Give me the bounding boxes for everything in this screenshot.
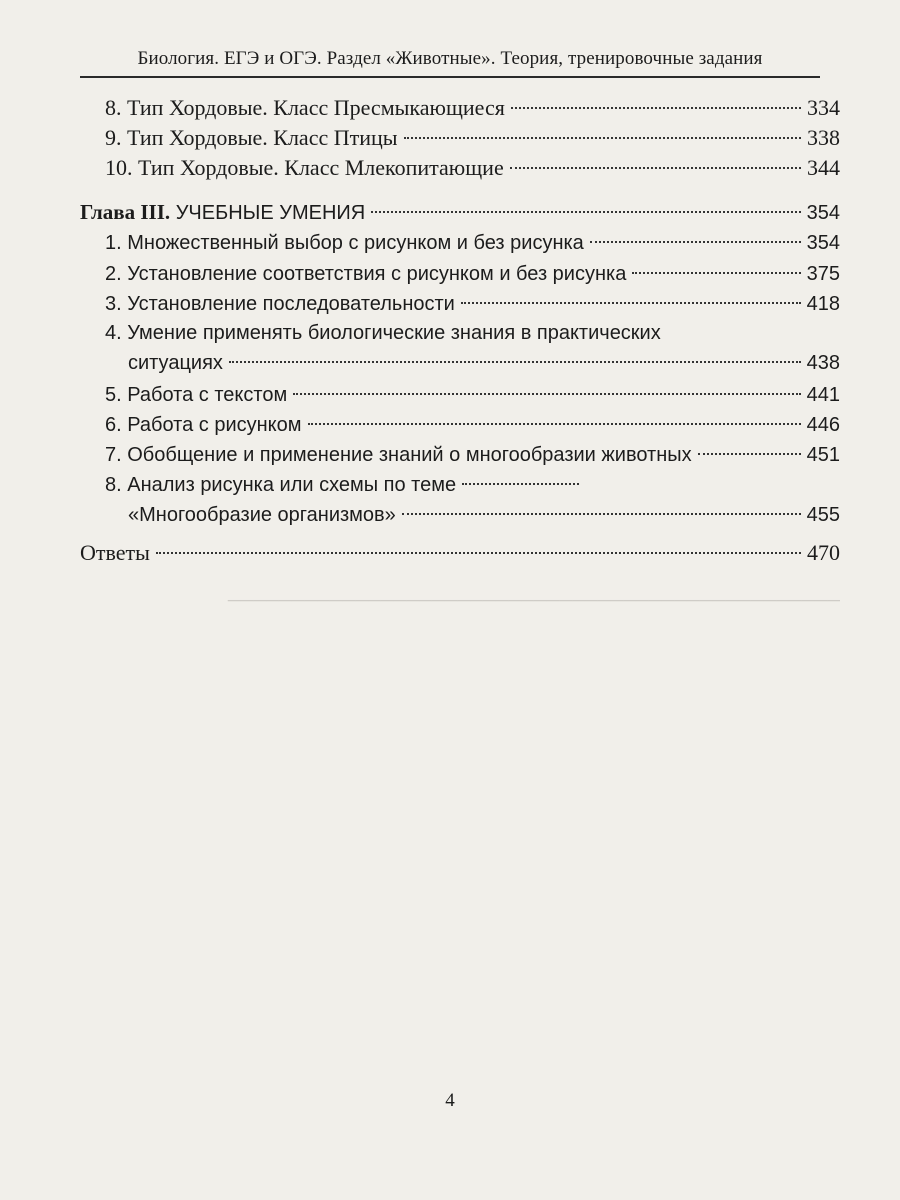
toc-entry (105, 384, 840, 407)
dot-leader (371, 211, 800, 213)
dot-leader (590, 241, 801, 243)
header-rule (80, 76, 820, 78)
toc-entry-title: «Многообразие организмов» (128, 504, 396, 526)
toc-entry-page: 455 (806, 504, 840, 526)
toc-entry-page: 418 (806, 293, 840, 315)
toc-entry-page: 438 (806, 352, 840, 374)
dot-leader (510, 167, 801, 169)
dot-leader (461, 302, 801, 304)
toc-entry-title: 7. Обобщение и применение знаний о многообразии животных (105, 444, 692, 466)
toc-entry-title: Ответы (80, 540, 150, 565)
toc-entry-title: 2. Установление соответствия с рисунком и без рисунка (105, 263, 627, 285)
toc-entry-title: ситуациях (128, 352, 223, 374)
chapter-prefix: Глава III. (80, 200, 171, 224)
toc-entry-page: 354 (806, 232, 840, 254)
toc-entry (105, 232, 840, 255)
chapter-title: УЧЕБНЫЕ УМЕНИЯ (175, 202, 366, 224)
dot-leader (402, 513, 801, 515)
toc-entry-line1: 8. Анализ рисунка или схемы по теме (105, 474, 585, 497)
toc-entry-page: 344 (807, 155, 840, 180)
dot-leader (293, 393, 800, 395)
toc-entry (105, 444, 840, 467)
toc-entry (128, 504, 840, 527)
toc-entry (128, 352, 840, 375)
toc-entry-title: 9. Тип Хордовые. Класс Птицы (105, 125, 398, 150)
toc-entry-page: 354 (806, 202, 840, 224)
toc-entry (105, 95, 840, 121)
toc-entry (105, 125, 840, 151)
dot-leader (511, 107, 801, 109)
dot-leader (462, 483, 579, 485)
toc-entry (105, 155, 840, 181)
toc-entry-title: 6. Работа с рисунком (105, 414, 302, 436)
dot-leader (308, 423, 801, 425)
toc-answers-entry (80, 540, 840, 566)
toc-entry-title: 10. Тип Хордовые. Класс Млекопитающие (105, 155, 504, 180)
dot-leader (632, 272, 800, 274)
dot-leader (404, 137, 801, 139)
running-header: Биология. ЕГЭ и ОГЭ. Раздел «Животные». Теория, тренировочные задания (137, 48, 763, 69)
toc-entry-page: 446 (806, 414, 840, 436)
toc-entry (105, 293, 840, 316)
toc-entry (105, 263, 840, 286)
toc-entry-page: 334 (807, 95, 840, 120)
dot-leader (698, 453, 801, 455)
toc-entry (105, 414, 840, 437)
toc-entry-title: 1. Множественный выбор с рисунком и без рисунка (105, 232, 584, 254)
show-through-text: ──────────────────────────────────────────────── (227, 590, 840, 610)
toc-entry-page: 470 (807, 540, 840, 565)
toc-entry-title: 8. Тип Хордовые. Класс Пресмыкающиеся (105, 95, 505, 120)
toc-entry-page: 441 (806, 384, 840, 406)
toc-entry-line1: 4. Умение применять биологические знания в практических (105, 322, 661, 344)
dot-leader (229, 361, 801, 363)
toc-entry-title: 5. Работа с текстом (105, 384, 288, 406)
dot-leader (156, 552, 801, 554)
toc-entry-page: 451 (806, 444, 840, 466)
toc-entry-page: 338 (807, 125, 840, 150)
toc-chapter-entry (80, 200, 840, 225)
toc-entry-title: 3. Установление последовательности (105, 293, 455, 315)
page-number: 4 (445, 1090, 455, 1111)
toc-entry-page: 375 (806, 263, 840, 285)
